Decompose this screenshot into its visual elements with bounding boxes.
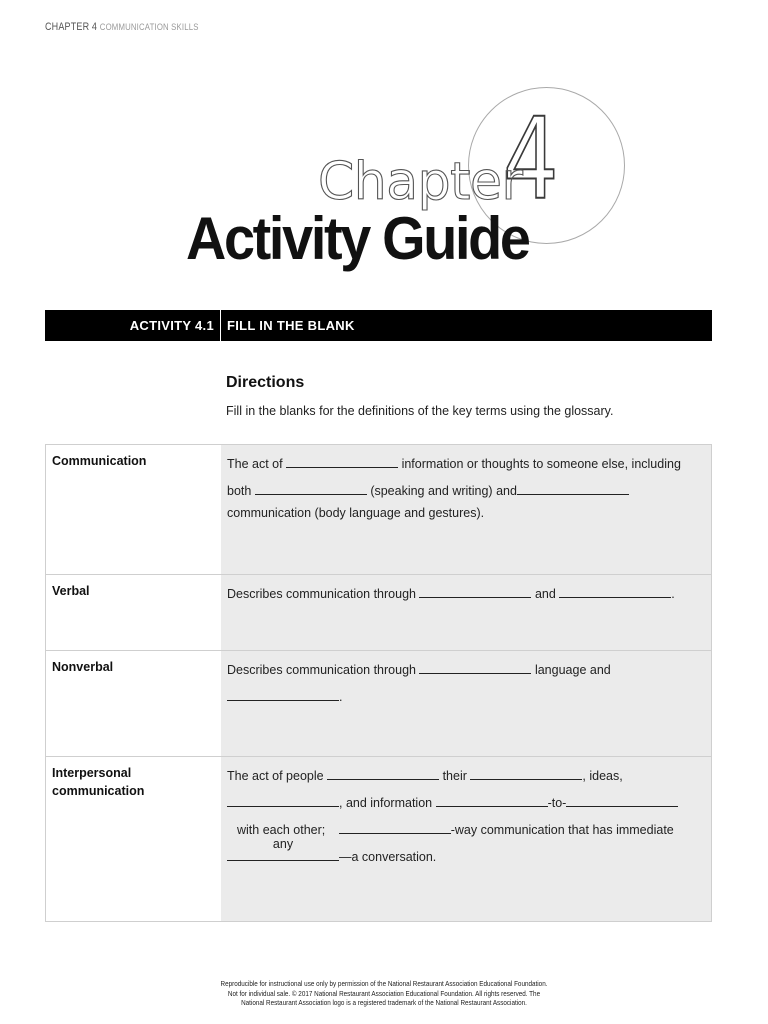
- blank-line[interactable]: [227, 794, 339, 807]
- definition-text: information or thoughts to someone else, including: [401, 457, 681, 471]
- definition-text: language and: [534, 663, 611, 677]
- definition-cell: [221, 757, 711, 921]
- definition-text: .: [339, 690, 343, 704]
- definition-line: [227, 837, 705, 871]
- blank-line[interactable]: [566, 794, 678, 807]
- footer-line: Not for individual sale. © 2017 National Restaurant Association Educational Foundation. All rights reserved. The: [227, 988, 541, 998]
- running-head-subject: COMMUNICATION SKILLS: [99, 22, 199, 33]
- page-title: Activity Guide: [186, 205, 529, 272]
- definition-line: [227, 478, 705, 505]
- definition-text: —a conversation.: [339, 850, 437, 864]
- blank-line[interactable]: [419, 661, 531, 674]
- activity-header-bar: [45, 310, 712, 341]
- definition-text: -way communication that has immediate: [450, 823, 674, 837]
- definition-cell: [221, 651, 711, 756]
- blank-line[interactable]: [436, 794, 548, 807]
- footer-line: National Restaurant Association logo is a registered trademark of the National Restaurant Association.: [241, 998, 527, 1007]
- definition-text: Describes communication through: [227, 663, 416, 677]
- definition-text: and: [534, 587, 556, 601]
- definition-text: their: [442, 769, 467, 783]
- definition-text: , and information: [339, 796, 433, 810]
- definition-text: The act of: [227, 457, 283, 471]
- definition-text: (speaking and writing) and: [370, 484, 517, 498]
- blank-line[interactable]: [470, 767, 582, 780]
- directions-heading: Directions: [226, 374, 305, 391]
- definition-line: [227, 763, 705, 790]
- term-label: Nonverbal: [46, 651, 221, 756]
- definition-text: with each other;: [237, 823, 326, 837]
- chapter-word: Chapter: [318, 152, 523, 212]
- definition-text: Describes communication through: [227, 587, 416, 601]
- handwritten-answer: any: [272, 837, 294, 851]
- definition-text: The act of people: [227, 769, 324, 783]
- directions-text: Fill in the blanks for the definitions of the key terms using the glossary.: [226, 404, 614, 418]
- blank-line[interactable]: [339, 821, 451, 834]
- terms-table: [45, 444, 712, 922]
- definition-text: -to-: [547, 796, 567, 810]
- activity-number: ACTIVITY 4.1: [45, 310, 221, 341]
- definition-text: , ideas,: [582, 769, 623, 783]
- term-label: Interpersonal communication: [46, 757, 221, 921]
- blank-line[interactable]: [255, 482, 367, 495]
- definition-line: [227, 684, 705, 711]
- blank-line[interactable]: [559, 585, 671, 598]
- term-row-nonverbal: [46, 650, 711, 756]
- term-label: Communication: [46, 445, 221, 574]
- blank-line-filled[interactable]: [227, 837, 339, 861]
- term-row-communication: [46, 445, 711, 574]
- definition-line: [227, 505, 705, 521]
- definition-cell: [221, 445, 711, 574]
- blank-line[interactable]: [227, 688, 339, 701]
- definition-cell: [221, 575, 711, 650]
- definition-line: [227, 790, 705, 817]
- blank-line[interactable]: [419, 585, 531, 598]
- definition-text: communication (body language and gestures).: [227, 506, 485, 520]
- footer-copyright: [0, 979, 768, 1008]
- term-row-interpersonal-communication: [46, 756, 711, 921]
- blank-line[interactable]: [517, 482, 629, 495]
- definition-line: [227, 581, 705, 608]
- activity-name: FILL IN THE BLANK: [227, 318, 355, 333]
- definition-text: both: [227, 484, 252, 498]
- definition-text: .: [671, 587, 675, 601]
- running-head: [45, 21, 199, 33]
- definition-line: [227, 657, 705, 684]
- footer-line: Reproducible for instructional use only by permission of the National Restaurant Association Educational Foundation.: [220, 979, 548, 988]
- chapter-number: 4: [503, 95, 559, 225]
- term-row-verbal: [46, 574, 711, 650]
- running-head-chapter: CHAPTER 4: [45, 21, 98, 33]
- blank-line[interactable]: [286, 455, 398, 468]
- term-label: Verbal: [46, 575, 221, 650]
- blank-line[interactable]: [327, 767, 439, 780]
- definition-line: [227, 451, 705, 478]
